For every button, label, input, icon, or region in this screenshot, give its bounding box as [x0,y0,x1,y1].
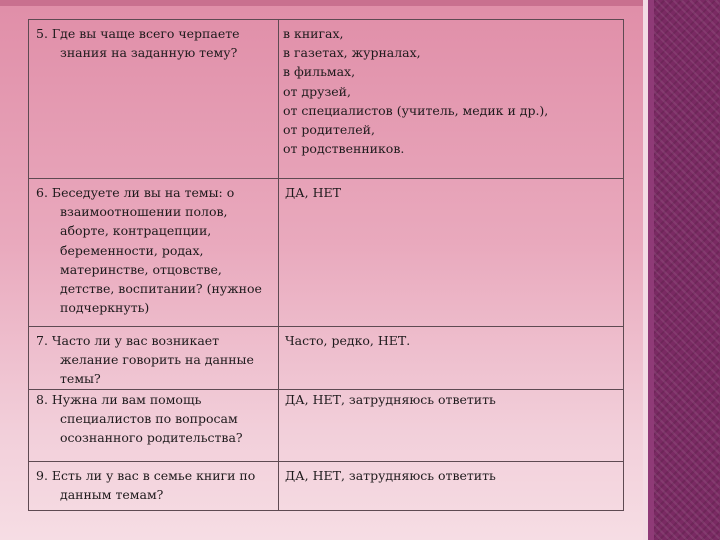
table-row [29,179,624,327]
answer-option: от специалистов (учитель, медик и др.), [283,102,549,118]
table-row [29,20,624,179]
table-row [29,327,624,462]
answer-cell [279,179,624,327]
answer-option: от родителей, [283,122,375,138]
question-text: 7. Часто ли у вас возникает желание говорить на данные темы? [36,333,254,387]
answer-cell [279,462,624,511]
answer-option: от друзей, [283,83,351,99]
answer-cell [279,327,624,462]
question-cell [29,327,279,462]
answer-option: в газетах, журналах, [283,45,421,61]
answer-text: ДА, НЕТ, затрудняюсь ответить [285,468,496,483]
top-band [0,0,643,6]
question-cell [29,462,279,511]
question-text: 6. Беседуете ли вы на темы: о взаимоотношении полов, аборте, контрацепции, беременности, родах, материнстве, отцовстве, детстве, воспитании? (нужное подчеркнуть) [36,185,262,316]
question-cell [29,20,279,179]
answer-option: в фильмах, [283,64,356,80]
answer-cell [279,20,624,179]
question-text: 5. Где вы чаще всего черпаете знания на заданную тему? [36,26,240,61]
answer-option: от родственников. [283,141,405,157]
table-row [29,462,624,511]
question-text: 9. Есть ли у вас в семье книги по данным темам? [36,468,256,503]
question-cell [29,179,279,327]
answer-option: в книгах, [283,26,344,41]
decorative-side-strip [643,0,720,540]
answer-text: ДА, НЕТ [285,185,341,200]
survey-table [28,19,624,511]
answer-text: ДА, НЕТ, затрудняюсь ответить [285,392,496,407]
question-text: 8. Нужна ли вам помощь специалистов по вопросам осознанного родительства? [36,392,243,446]
answer-text: Часто, редко, НЕТ. [285,333,411,348]
